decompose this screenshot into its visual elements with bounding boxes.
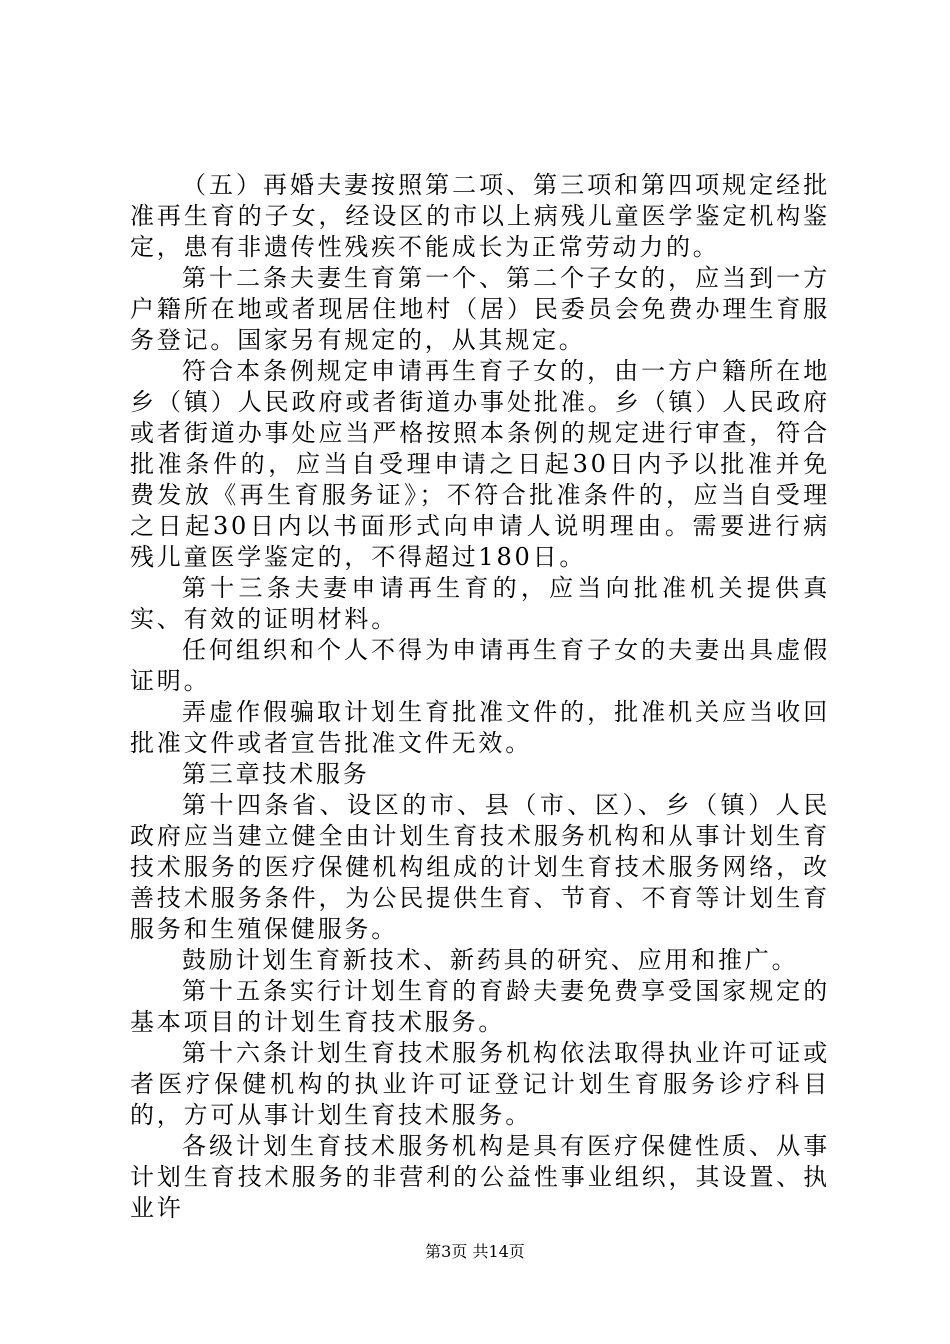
paragraph-1: （五）再婚夫妻按照第二项、第三项和第四项规定经批准再生育的子女，经设区的市以上病残儿童医学鉴定机构鉴定，患有非遗传性残疾不能成长为正常劳动力的。	[130, 171, 830, 261]
chapter-heading: 第三章技术服务	[182, 760, 370, 788]
paragraph-4: 第十三条夫妻申请再生育的，应当向批准机关提供真实、有效的证明材料。	[130, 574, 830, 633]
page-number-footer: 第3页 共14页	[425, 1242, 525, 1261]
paragraph-8: 第十四条省、设区的市、县（市、区）、乡（镇）人民政府应当建立健全由计划生育技术服务机构和从事计划生育技术服务的医疗保健机构组成的计划生育技术服务网络，改善技术服务条件，为公民提供生育、节育、不育等计划生育服务和生殖保健服务。	[130, 791, 830, 943]
paragraph-9: 鼓励计划生育新技术、新药具的研究、应用和推广。	[182, 946, 799, 974]
paragraph-12: 各级计划生育技术服务机构是具有医疗保健性质、从事计划生育技术服务的非营利的公益性事业组织，其设置、执业许	[130, 1132, 830, 1222]
paragraph-6: 弄虚作假骗取计划生育批准文件的，批准机关应当收回批准文件或者宣告批准文件无效。	[130, 698, 830, 757]
paragraph-5: 任何组织和个人不得为申请再生育子女的夫妻出具虚假证明。	[130, 636, 830, 695]
paragraph-3: 符合本条例规定申请再生育子女的，由一方户籍所在地乡（镇）人民政府或者街道办事处批准。乡（镇）人民政府或者街道办事处应当严格按照本条例的规定进行审查，符合批准条件的，应当自受理申请之日起30日内予以批准并免费发放《再生育服务证》；不符合批准条件的，应当自受理之日起30日内以书面形式向申请人说明理由。需要进行病残儿童医学鉴定的，不得超过180日。	[130, 357, 830, 571]
paragraph-11: 第十六条计划生育技术服务机构依法取得执业许可证或者医疗保健机构的执业许可证登记计划生育服务诊疗科目的，方可从事计划生育技术服务。	[130, 1039, 830, 1129]
paragraph-2: 第十二条夫妻生育第一个、第二个子女的，应当到一方户籍所在地或者现居住地村（居）民委员会免费办理生育服务登记。国家另有规定的，从其规定。	[130, 264, 830, 354]
document-body	[130, 170, 830, 1224]
paragraph-10: 第十五条实行计划生育的育龄夫妻免费享受国家规定的基本项目的计划生育技术服务。	[130, 977, 830, 1036]
